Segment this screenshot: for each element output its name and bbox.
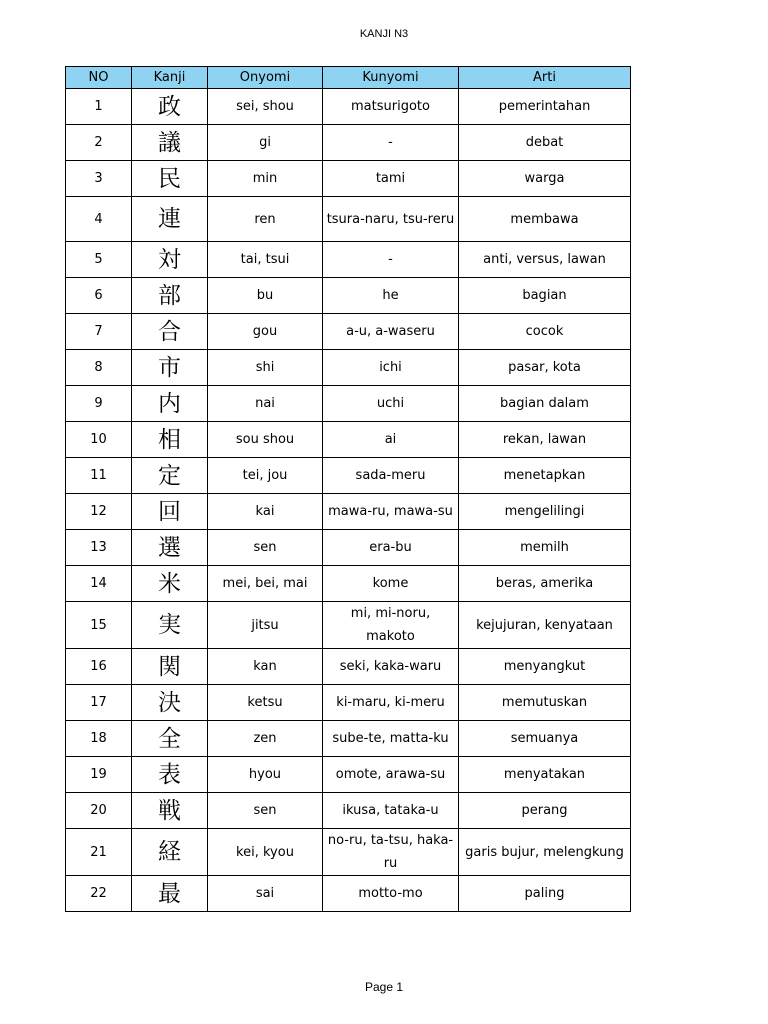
table-row [66, 89, 631, 125]
cell-no: 22 [66, 876, 132, 912]
cell-kunyomi: a-u, a-waseru [323, 314, 459, 350]
cell-kunyomi: omote, arawa-su [323, 757, 459, 793]
cell-kanji: 合 [132, 314, 208, 350]
cell-kanji: 市 [132, 350, 208, 386]
table-row [66, 876, 631, 912]
cell-onyomi: mei, bei, mai [208, 566, 323, 602]
cell-kunyomi: tami [323, 161, 459, 197]
header-arti: Arti [459, 67, 631, 89]
cell-no: 18 [66, 721, 132, 757]
table-row [66, 386, 631, 422]
cell-arti: menetapkan [459, 458, 631, 494]
cell-kanji: 回 [132, 494, 208, 530]
cell-arti: cocok [459, 314, 631, 350]
cell-kanji: 選 [132, 530, 208, 566]
cell-kunyomi: ichi [323, 350, 459, 386]
cell-kanji: 決 [132, 685, 208, 721]
cell-kunyomi: sada-meru [323, 458, 459, 494]
table-row [66, 125, 631, 161]
cell-onyomi: gou [208, 314, 323, 350]
cell-kunyomi: mi, mi-noru, makoto [323, 602, 459, 649]
cell-no: 14 [66, 566, 132, 602]
cell-kanji: 全 [132, 721, 208, 757]
cell-no: 19 [66, 757, 132, 793]
cell-no: 4 [66, 197, 132, 242]
cell-arti: mengelilingi [459, 494, 631, 530]
cell-no: 7 [66, 314, 132, 350]
table-row [66, 757, 631, 793]
cell-onyomi: nai [208, 386, 323, 422]
cell-kanji: 政 [132, 89, 208, 125]
cell-kunyomi: ki-maru, ki-meru [323, 685, 459, 721]
cell-arti: rekan, lawan [459, 422, 631, 458]
cell-onyomi: bu [208, 278, 323, 314]
cell-onyomi: sen [208, 530, 323, 566]
cell-kunyomi: - [323, 125, 459, 161]
table-row [66, 350, 631, 386]
table-row [66, 161, 631, 197]
table-body [66, 89, 631, 912]
cell-kunyomi: era-bu [323, 530, 459, 566]
table-row [66, 793, 631, 829]
cell-arti: membawa [459, 197, 631, 242]
cell-no: 1 [66, 89, 132, 125]
cell-kunyomi: no-ru, ta-tsu, haka-ru [323, 829, 459, 876]
cell-onyomi: min [208, 161, 323, 197]
cell-kanji: 実 [132, 602, 208, 649]
cell-onyomi: sai [208, 876, 323, 912]
cell-kanji: 相 [132, 422, 208, 458]
cell-kanji: 経 [132, 829, 208, 876]
table-row [66, 314, 631, 350]
cell-onyomi: tai, tsui [208, 242, 323, 278]
cell-onyomi: shi [208, 350, 323, 386]
cell-no: 3 [66, 161, 132, 197]
cell-kunyomi: - [323, 242, 459, 278]
cell-no: 5 [66, 242, 132, 278]
cell-kanji: 最 [132, 876, 208, 912]
cell-kunyomi: kome [323, 566, 459, 602]
cell-arti: warga [459, 161, 631, 197]
cell-onyomi: kai [208, 494, 323, 530]
cell-onyomi: jitsu [208, 602, 323, 649]
cell-kunyomi: matsurigoto [323, 89, 459, 125]
cell-kanji: 連 [132, 197, 208, 242]
cell-arti: menyatakan [459, 757, 631, 793]
header-kanji: Kanji [132, 67, 208, 89]
cell-arti: semuanya [459, 721, 631, 757]
cell-no: 8 [66, 350, 132, 386]
cell-arti: memutuskan [459, 685, 631, 721]
cell-kanji: 表 [132, 757, 208, 793]
cell-arti: memilh [459, 530, 631, 566]
cell-onyomi: gi [208, 125, 323, 161]
table-row [66, 566, 631, 602]
table-row [66, 197, 631, 242]
page-number: Page 1 [364, 980, 404, 994]
cell-arti: pasar, kota [459, 350, 631, 386]
cell-kanji: 定 [132, 458, 208, 494]
cell-arti: paling [459, 876, 631, 912]
document-title: KANJI N3 [359, 28, 409, 40]
kanji-table [65, 66, 631, 912]
cell-kanji: 民 [132, 161, 208, 197]
table-row [66, 721, 631, 757]
cell-arti: debat [459, 125, 631, 161]
header-kunyomi: Kunyomi [323, 67, 459, 89]
cell-onyomi: hyou [208, 757, 323, 793]
cell-kunyomi: sube-te, matta-ku [323, 721, 459, 757]
table-row [66, 530, 631, 566]
cell-arti: bagian dalam [459, 386, 631, 422]
cell-kanji: 内 [132, 386, 208, 422]
table-row [66, 422, 631, 458]
cell-kanji: 議 [132, 125, 208, 161]
cell-arti: garis bujur, melengkung [459, 829, 631, 876]
cell-kunyomi: ai [323, 422, 459, 458]
cell-kunyomi: motto-mo [323, 876, 459, 912]
table-row [66, 829, 631, 876]
cell-onyomi: sei, shou [208, 89, 323, 125]
cell-no: 9 [66, 386, 132, 422]
cell-kanji: 米 [132, 566, 208, 602]
cell-kunyomi: ikusa, tataka-u [323, 793, 459, 829]
cell-onyomi: sen [208, 793, 323, 829]
cell-no: 2 [66, 125, 132, 161]
cell-no: 20 [66, 793, 132, 829]
cell-onyomi: ren [208, 197, 323, 242]
table-row [66, 458, 631, 494]
header-no: NO [66, 67, 132, 89]
cell-kunyomi: he [323, 278, 459, 314]
table-row [66, 649, 631, 685]
cell-no: 16 [66, 649, 132, 685]
cell-onyomi: kan [208, 649, 323, 685]
table-row [66, 602, 631, 649]
table-row [66, 278, 631, 314]
cell-arti: kejujuran, kenyataan [459, 602, 631, 649]
cell-onyomi: tei, jou [208, 458, 323, 494]
cell-kanji: 関 [132, 649, 208, 685]
cell-onyomi: ketsu [208, 685, 323, 721]
table-row [66, 242, 631, 278]
cell-no: 12 [66, 494, 132, 530]
table-row [66, 494, 631, 530]
cell-arti: pemerintahan [459, 89, 631, 125]
cell-onyomi: sou shou [208, 422, 323, 458]
cell-kanji: 対 [132, 242, 208, 278]
cell-arti: beras, amerika [459, 566, 631, 602]
cell-no: 13 [66, 530, 132, 566]
table-header-row [66, 67, 631, 89]
cell-no: 6 [66, 278, 132, 314]
cell-kanji: 部 [132, 278, 208, 314]
cell-arti: perang [459, 793, 631, 829]
cell-kunyomi: seki, kaka-waru [323, 649, 459, 685]
cell-onyomi: zen [208, 721, 323, 757]
cell-kunyomi: uchi [323, 386, 459, 422]
cell-no: 10 [66, 422, 132, 458]
table-row [66, 685, 631, 721]
cell-arti: bagian [459, 278, 631, 314]
cell-no: 11 [66, 458, 132, 494]
cell-onyomi: kei, kyou [208, 829, 323, 876]
header-onyomi: Onyomi [208, 67, 323, 89]
cell-kunyomi: tsura-naru, tsu-reru [323, 197, 459, 242]
cell-arti: anti, versus, lawan [459, 242, 631, 278]
cell-arti: menyangkut [459, 649, 631, 685]
cell-kunyomi: mawa-ru, mawa-su [323, 494, 459, 530]
cell-kanji: 戦 [132, 793, 208, 829]
cell-no: 15 [66, 602, 132, 649]
cell-no: 21 [66, 829, 132, 876]
cell-no: 17 [66, 685, 132, 721]
